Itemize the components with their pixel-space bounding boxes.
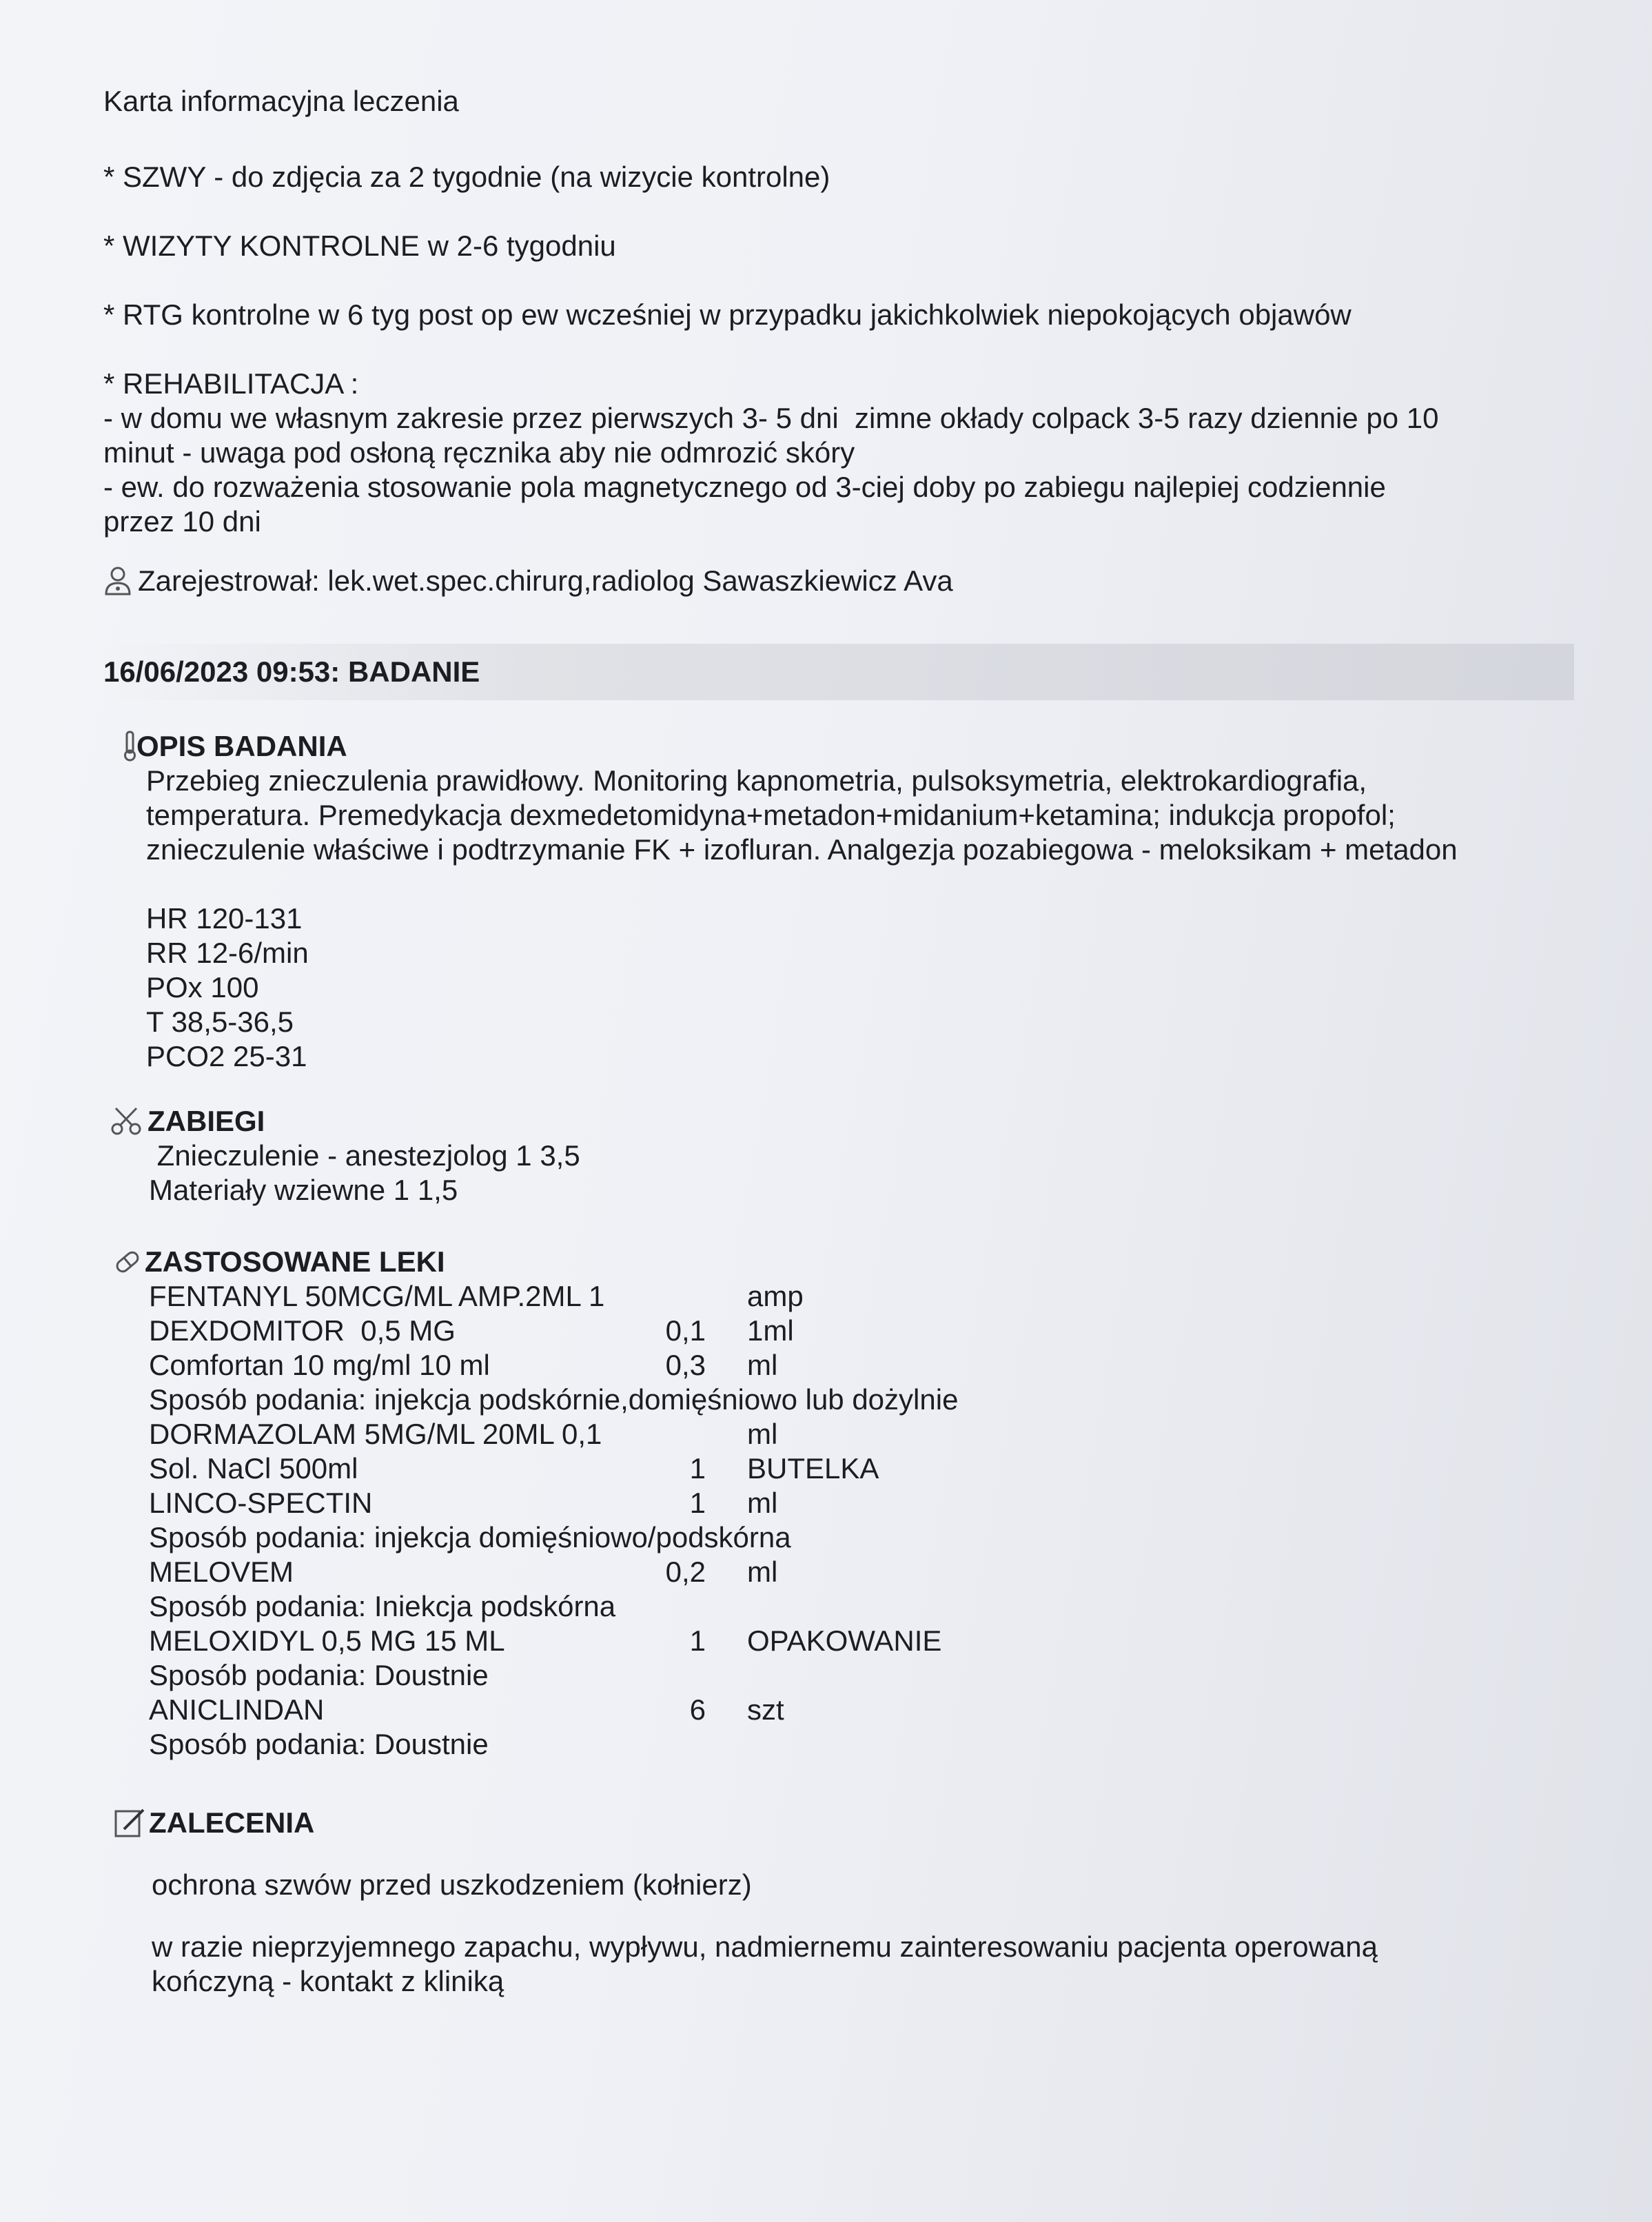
- medication-name: Sol. NaCl 500ml: [149, 1452, 358, 1485]
- recommendations-heading-row: [113, 1806, 1564, 1840]
- medication-row: [149, 1451, 1092, 1486]
- registrar-line: [101, 564, 1564, 598]
- medication-name: LINCO-SPECTIN: [149, 1487, 373, 1519]
- recommendations-section: [103, 1806, 1564, 1999]
- registrar-text: Zarejestrował: lek.wet.spec.chirurg,radiolog Sawaszkiewicz Ava: [138, 564, 953, 597]
- medication-unit: szt: [747, 1693, 784, 1726]
- medication-row: [149, 1693, 1092, 1727]
- instruction-sutures: * SZWY - do zdjęcia za 2 tygodnie (na wizycie kontrolne): [103, 161, 830, 193]
- recommendations-body: [152, 1868, 1564, 1999]
- medication-route-row: [149, 1727, 1092, 1762]
- medication-qty: 0,1: [665, 1314, 706, 1347]
- medication-row: [149, 1555, 1092, 1589]
- exam-description-line: Przebieg znieczulenia prawidłowy. Monitoring kapnometria, pulsoksymetria, elektrokardiografia,: [146, 764, 1367, 797]
- medication-name: FENTANYL 50MCG/ML AMP.2ML 1: [149, 1280, 605, 1312]
- medication-row: [149, 1486, 1092, 1520]
- medication-unit: ml: [747, 1349, 778, 1381]
- recommendation-item: w razie nieprzyjemnego zapachu, wypływu, nadmiernemu zainteresowaniu pacjenta operowaną kończyną - kontakt z kliniką: [152, 1930, 1378, 1997]
- medication-route-row: [149, 1383, 1092, 1417]
- vitals-list: [146, 901, 1564, 1074]
- vital-rr: RR 12-6/min: [146, 937, 309, 969]
- document-content: [103, 84, 1564, 2026]
- medication-unit: amp: [747, 1280, 804, 1312]
- rehab-line: - w domu we własnym zakresie przez pierwszych 3- 5 dni zimne okłady colpack 3-5 razy dziennie po 10: [103, 402, 1439, 434]
- medication-qty: 0,2: [665, 1556, 706, 1588]
- medication-qty: 1: [689, 1452, 706, 1485]
- medication-name: MELOVEM: [149, 1556, 294, 1588]
- procedure-line: Znieczulenie - anestezjolog 1 3,5: [149, 1139, 580, 1172]
- exam-description-heading: OPIS BADANIA: [136, 730, 347, 762]
- procedures-heading-row: [109, 1104, 1564, 1139]
- rehab-section: [103, 367, 1564, 539]
- exam-description-section: [103, 729, 1564, 1074]
- medication-route: Sposób podania: injekcja podskórnie,domięśniowo lub dożylnie: [149, 1383, 959, 1416]
- rehab-line: przez 10 dni: [103, 505, 261, 538]
- scissors-icon: [109, 1104, 145, 1139]
- medication-unit: OPAKOWANIE: [747, 1624, 942, 1657]
- medication-route: Sposób podania: Doustnie: [149, 1728, 489, 1760]
- medication-name: Comfortan 10 mg/ml 10 ml: [149, 1349, 490, 1381]
- exam-header: 16/06/2023 09:53: BADANIE: [103, 655, 480, 688]
- medication-route-row: [149, 1589, 1092, 1624]
- exam-description-body: [146, 764, 1564, 1074]
- medication-unit: ml: [747, 1556, 778, 1588]
- exam-description-heading-row: [113, 729, 1564, 764]
- medication-qty: 1: [689, 1624, 706, 1657]
- medication-name: MELOXIDYL 0,5 MG 15 ML: [149, 1624, 505, 1657]
- medication-qty: 0,3: [665, 1349, 706, 1381]
- rehab-line: - ew. do rozważenia stosowanie pola magnetycznego od 3-ciej doby po zabiegu najlepiej codziennie: [103, 471, 1386, 503]
- medication-row: [149, 1279, 1092, 1314]
- procedures-heading: ZABIEGI: [147, 1105, 265, 1137]
- medication-qty: 6: [689, 1693, 706, 1726]
- document-title: Karta informacyjna leczenia: [103, 85, 459, 117]
- thermometer-icon: [113, 729, 134, 764]
- medications-heading-row: [110, 1245, 1564, 1279]
- medication-row: [149, 1624, 1092, 1658]
- medication-name: DEXDOMITOR 0,5 MG: [149, 1314, 456, 1347]
- procedures-section: [103, 1104, 1564, 1207]
- vital-pox: POx 100: [146, 971, 259, 1003]
- exam-description-line: temperatura. Premedykacja dexmedetomidyna+metadon+midanium+ketamina; indukcja propofol;: [146, 799, 1396, 831]
- rehab-line: minut - uwaga pod osłoną ręcznika aby nie odmrozić skóry: [103, 436, 855, 469]
- medications-table: [149, 1279, 1092, 1762]
- vital-pco2: PCO2 25-31: [146, 1040, 307, 1072]
- medications-section: [103, 1245, 1564, 1762]
- vital-hr: HR 120-131: [146, 902, 303, 935]
- edit-icon: [113, 1806, 146, 1840]
- medication-route: Sposób podania: Doustnie: [149, 1659, 489, 1691]
- instruction-follow-up: * WIZYTY KONTROLNE w 2-6 tygodniu: [103, 230, 616, 262]
- medication-unit: ml: [747, 1487, 778, 1519]
- exam-description-line: znieczulenie właściwe i podtrzymanie FK + izofluran. Analgezja pozabiegowa - meloksikam + metadon: [146, 833, 1458, 866]
- medication-qty: [623, 1417, 747, 1451]
- medication-qty: [623, 1279, 747, 1314]
- medication-route: Sposób podania: Iniekcja podskórna: [149, 1590, 616, 1622]
- vital-temp: T 38,5-36,5: [146, 1006, 294, 1038]
- medication-unit: ml: [747, 1418, 778, 1450]
- pill-icon: [110, 1245, 142, 1279]
- medication-route-row: [149, 1658, 1092, 1693]
- doctor-icon: [101, 564, 135, 598]
- medication-qty: 1: [689, 1487, 706, 1519]
- medication-unit: 1ml: [747, 1314, 794, 1347]
- exam-header-band: [102, 644, 1574, 700]
- recommendations-heading: ZALECENIA: [149, 1806, 315, 1839]
- medications-heading: ZASTOSOWANE LEKI: [145, 1245, 445, 1278]
- medication-route: Sposób podania: injekcja domięśniowo/podskórna: [149, 1521, 791, 1553]
- medication-row: [149, 1314, 1092, 1348]
- rehab-heading: * REHABILITACJA :: [103, 367, 359, 400]
- medication-row: [149, 1417, 1092, 1451]
- medication-unit: BUTELKA: [747, 1452, 879, 1485]
- procedure-line: Materiały wziewne 1 1,5: [149, 1174, 458, 1206]
- medication-name: DORMAZOLAM 5MG/ML 20ML 0,1: [149, 1418, 602, 1450]
- instruction-xray: * RTG kontrolne w 6 tyg post op ew wcześniej w przypadku jakichkolwiek niepokojących objawów: [103, 298, 1352, 331]
- medication-row: [149, 1348, 1092, 1383]
- medication-name: ANICLINDAN: [149, 1693, 325, 1726]
- recommendation-item: ochrona szwów przed uszkodzeniem (kołnierz): [152, 1868, 752, 1901]
- procedures-body: [149, 1139, 1564, 1207]
- medication-route-row: [149, 1520, 1092, 1555]
